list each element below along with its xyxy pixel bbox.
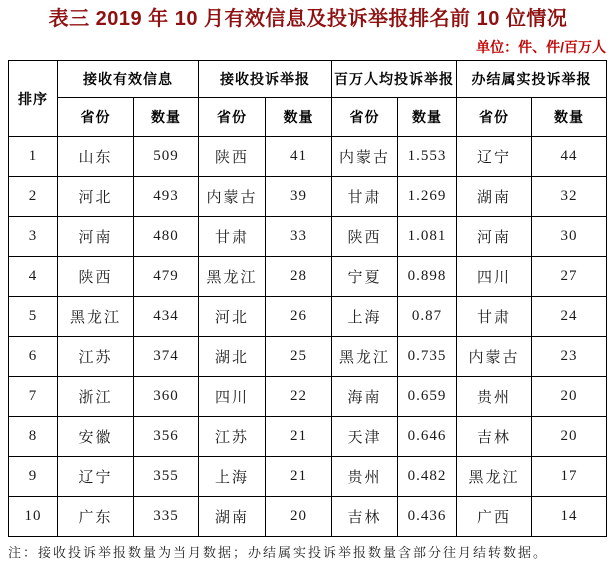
header-group-complaints-resolved: 办结属实投诉举报 bbox=[457, 61, 607, 98]
count-cell: 374 bbox=[134, 337, 199, 377]
count-cell: 25 bbox=[266, 337, 332, 377]
count-cell: 22 bbox=[266, 377, 332, 417]
rank-cell: 2 bbox=[9, 177, 58, 217]
province-cell: 安徽 bbox=[58, 417, 134, 457]
table-row bbox=[9, 457, 607, 497]
count-cell: 30 bbox=[532, 217, 607, 257]
header-province-3: 省份 bbox=[332, 98, 398, 137]
count-cell: 0.735 bbox=[398, 337, 457, 377]
province-cell: 陕西 bbox=[332, 217, 398, 257]
ranking-table bbox=[8, 60, 607, 537]
province-cell: 山东 bbox=[58, 137, 134, 177]
province-cell: 甘肃 bbox=[332, 177, 398, 217]
count-cell: 41 bbox=[266, 137, 332, 177]
province-cell: 宁夏 bbox=[332, 257, 398, 297]
count-cell: 0.898 bbox=[398, 257, 457, 297]
table-row bbox=[9, 217, 607, 257]
rank-cell: 5 bbox=[9, 297, 58, 337]
table-row bbox=[9, 337, 607, 377]
province-cell: 江苏 bbox=[199, 417, 266, 457]
rank-cell: 4 bbox=[9, 257, 58, 297]
header-group-valid-info: 接收有效信息 bbox=[58, 61, 199, 98]
count-cell: 356 bbox=[134, 417, 199, 457]
province-cell: 内蒙古 bbox=[332, 137, 398, 177]
rank-cell: 1 bbox=[9, 137, 58, 177]
header-rank: 排序 bbox=[9, 61, 58, 137]
count-cell: 44 bbox=[532, 137, 607, 177]
province-cell: 甘肃 bbox=[199, 217, 266, 257]
count-cell: 21 bbox=[266, 417, 332, 457]
province-cell: 内蒙古 bbox=[457, 337, 532, 377]
province-cell: 吉林 bbox=[457, 417, 532, 457]
rank-cell: 9 bbox=[9, 457, 58, 497]
count-cell: 20 bbox=[532, 377, 607, 417]
province-cell: 上海 bbox=[332, 297, 398, 337]
count-cell: 434 bbox=[134, 297, 199, 337]
count-cell: 1.553 bbox=[398, 137, 457, 177]
count-cell: 0.659 bbox=[398, 377, 457, 417]
unit-label: 单位：件、件/百万人 bbox=[476, 39, 606, 55]
province-cell: 海南 bbox=[332, 377, 398, 417]
count-cell: 28 bbox=[266, 257, 332, 297]
province-cell: 浙江 bbox=[58, 377, 134, 417]
rank-cell: 6 bbox=[9, 337, 58, 377]
province-cell: 黑龙江 bbox=[457, 457, 532, 497]
rank-cell: 3 bbox=[9, 217, 58, 257]
count-cell: 20 bbox=[532, 417, 607, 457]
header-group-complaints-received: 接收投诉举报 bbox=[199, 61, 332, 98]
province-cell: 陕西 bbox=[199, 137, 266, 177]
province-cell: 湖南 bbox=[199, 497, 266, 537]
table-row bbox=[9, 297, 607, 337]
province-cell: 江苏 bbox=[58, 337, 134, 377]
province-cell: 贵州 bbox=[332, 457, 398, 497]
province-cell: 广西 bbox=[457, 497, 532, 537]
rank-cell: 7 bbox=[9, 377, 58, 417]
count-cell: 0.646 bbox=[398, 417, 457, 457]
header-province-1: 省份 bbox=[58, 98, 134, 137]
province-cell: 黑龙江 bbox=[58, 297, 134, 337]
count-cell: 20 bbox=[266, 497, 332, 537]
count-cell: 479 bbox=[134, 257, 199, 297]
count-cell: 21 bbox=[266, 457, 332, 497]
table-row bbox=[9, 377, 607, 417]
count-cell: 26 bbox=[266, 297, 332, 337]
count-cell: 360 bbox=[134, 377, 199, 417]
province-cell: 湖南 bbox=[457, 177, 532, 217]
header-province-2: 省份 bbox=[199, 98, 266, 137]
province-cell: 河北 bbox=[199, 297, 266, 337]
header-count-1: 数量 bbox=[134, 98, 199, 137]
count-cell: 39 bbox=[266, 177, 332, 217]
province-cell: 辽宁 bbox=[457, 137, 532, 177]
header-province-4: 省份 bbox=[457, 98, 532, 137]
count-cell: 32 bbox=[532, 177, 607, 217]
count-cell: 1.081 bbox=[398, 217, 457, 257]
header-group-complaints-per-million: 百万人均投诉举报 bbox=[332, 61, 457, 98]
table-row bbox=[9, 417, 607, 457]
header-count-3: 数量 bbox=[398, 98, 457, 137]
header-count-4: 数量 bbox=[532, 98, 607, 137]
count-cell: 509 bbox=[134, 137, 199, 177]
header-count-2: 数量 bbox=[266, 98, 332, 137]
count-cell: 27 bbox=[532, 257, 607, 297]
count-cell: 0.87 bbox=[398, 297, 457, 337]
province-cell: 吉林 bbox=[332, 497, 398, 537]
province-cell: 四川 bbox=[457, 257, 532, 297]
province-cell: 广东 bbox=[58, 497, 134, 537]
count-cell: 33 bbox=[266, 217, 332, 257]
header-group-row bbox=[9, 61, 607, 98]
count-cell: 24 bbox=[532, 297, 607, 337]
count-cell: 14 bbox=[532, 497, 607, 537]
province-cell: 河南 bbox=[58, 217, 134, 257]
province-cell: 黑龙江 bbox=[332, 337, 398, 377]
count-cell: 17 bbox=[532, 457, 607, 497]
table-row bbox=[9, 497, 607, 537]
province-cell: 湖北 bbox=[199, 337, 266, 377]
rank-cell: 8 bbox=[9, 417, 58, 457]
count-cell: 335 bbox=[134, 497, 199, 537]
province-cell: 天津 bbox=[332, 417, 398, 457]
province-cell: 辽宁 bbox=[58, 457, 134, 497]
province-cell: 河北 bbox=[58, 177, 134, 217]
table-header bbox=[9, 61, 607, 137]
count-cell: 493 bbox=[134, 177, 199, 217]
footnote: 注：接收投诉举报数量为当月数据；办结属实投诉举报数量含部分往月结转数据。 bbox=[8, 545, 549, 560]
header-sub-row bbox=[9, 98, 607, 137]
table-row bbox=[9, 257, 607, 297]
province-cell: 陕西 bbox=[58, 257, 134, 297]
province-cell: 贵州 bbox=[457, 377, 532, 417]
rank-cell: 10 bbox=[9, 497, 58, 537]
count-cell: 23 bbox=[532, 337, 607, 377]
province-cell: 上海 bbox=[199, 457, 266, 497]
count-cell: 0.436 bbox=[398, 497, 457, 537]
table-title: 表三 2019 年 10 月有效信息及投诉举报排名前 10 位情况 bbox=[48, 8, 568, 30]
province-cell: 甘肃 bbox=[457, 297, 532, 337]
province-cell: 内蒙古 bbox=[199, 177, 266, 217]
table-row bbox=[9, 177, 607, 217]
count-cell: 480 bbox=[134, 217, 199, 257]
count-cell: 0.482 bbox=[398, 457, 457, 497]
table-body bbox=[9, 137, 607, 537]
table-row bbox=[9, 137, 607, 177]
province-cell: 黑龙江 bbox=[199, 257, 266, 297]
province-cell: 河南 bbox=[457, 217, 532, 257]
count-cell: 355 bbox=[134, 457, 199, 497]
count-cell: 1.269 bbox=[398, 177, 457, 217]
province-cell: 四川 bbox=[199, 377, 266, 417]
